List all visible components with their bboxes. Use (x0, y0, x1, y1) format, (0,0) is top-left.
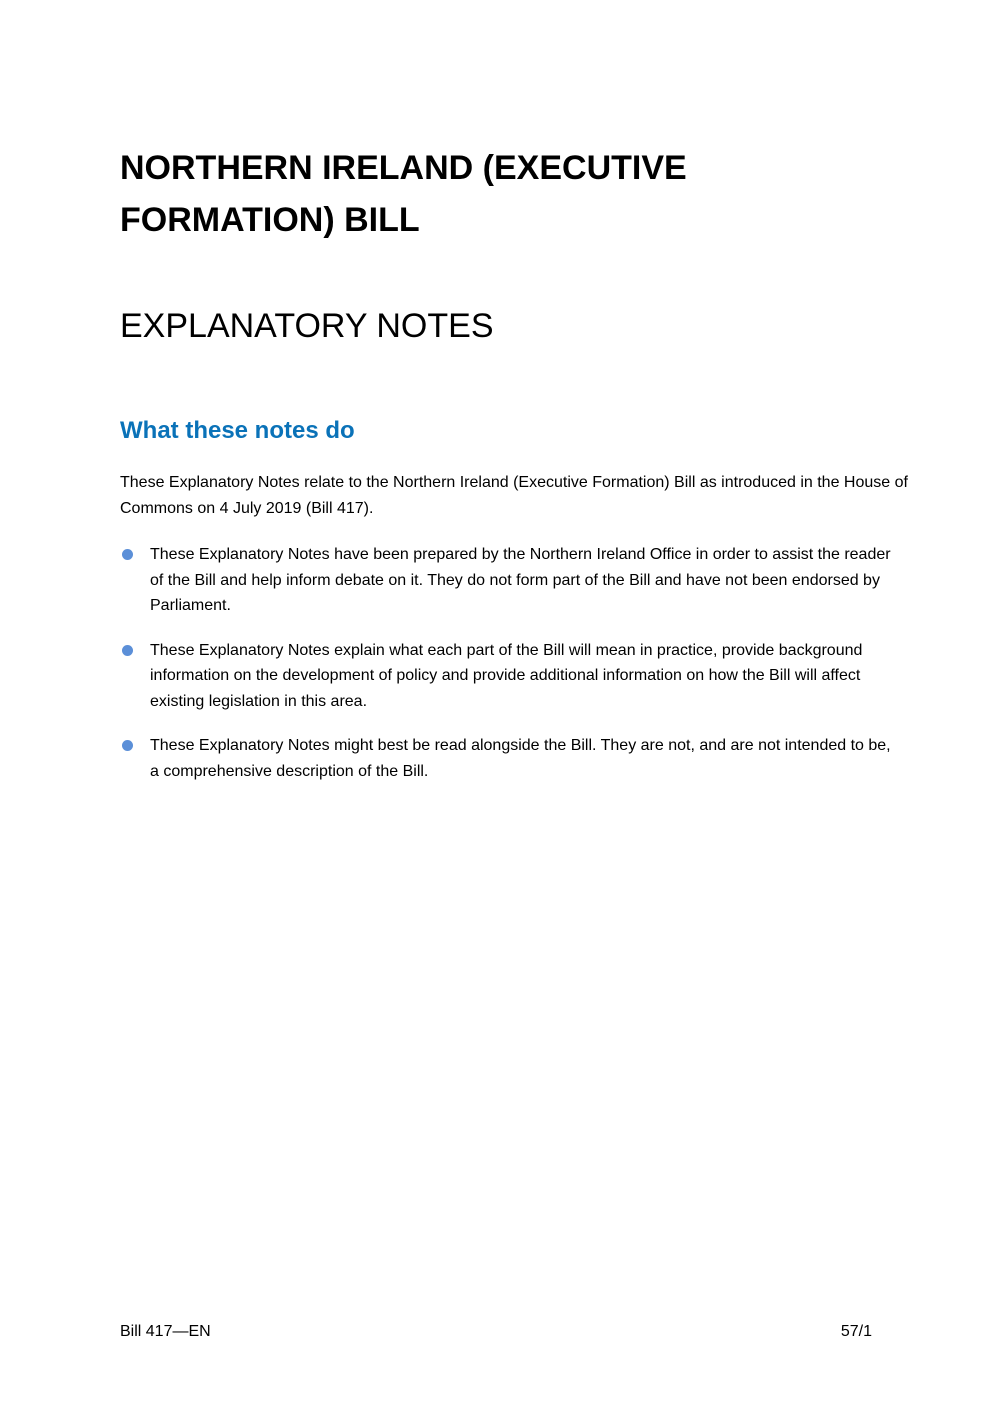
bullet-item (120, 733, 900, 784)
bullet-item (120, 542, 900, 619)
bullet-dot-icon (122, 645, 133, 656)
footer-bill-reference: Bill 417—EN (120, 1323, 211, 1340)
bullet-text: These Explanatory Notes might best be read alongside the Bill. They are not, and are not intended to be, a comprehensive description of the Bill. (150, 737, 891, 780)
bullet-text: These Explanatory Notes have been prepared by the Northern Ireland Office in order to assist the reader of the Bill and help inform debate on it. They do not form part of the Bill and have not been endorsed by Parliament. (150, 546, 891, 614)
intro-paragraph: These Explanatory Notes relate to the Northern Ireland (Executive Formation) Bill as introduced in the House of Commons on 4 July 2019 (Bill 417). (120, 474, 908, 517)
bullet-text: These Explanatory Notes explain what each part of the Bill will mean in practice, provide background information on the development of policy and provide additional information on how the Bill will affect existing legislation in this area. (150, 641, 863, 710)
footer-page-number: 57/1 (840, 1323, 872, 1340)
bullet-dot-icon (122, 549, 133, 560)
bullet-dot-icon (122, 740, 133, 751)
section-heading: What these notes do (120, 417, 355, 444)
document-subtitle: EXPLANATORY NOTES (120, 307, 494, 345)
document-title: NORTHERN IRELAND (EXECUTIVE FORMATION) BILL (120, 149, 687, 239)
bullet-item (120, 638, 900, 715)
bullet-list (120, 542, 900, 803)
